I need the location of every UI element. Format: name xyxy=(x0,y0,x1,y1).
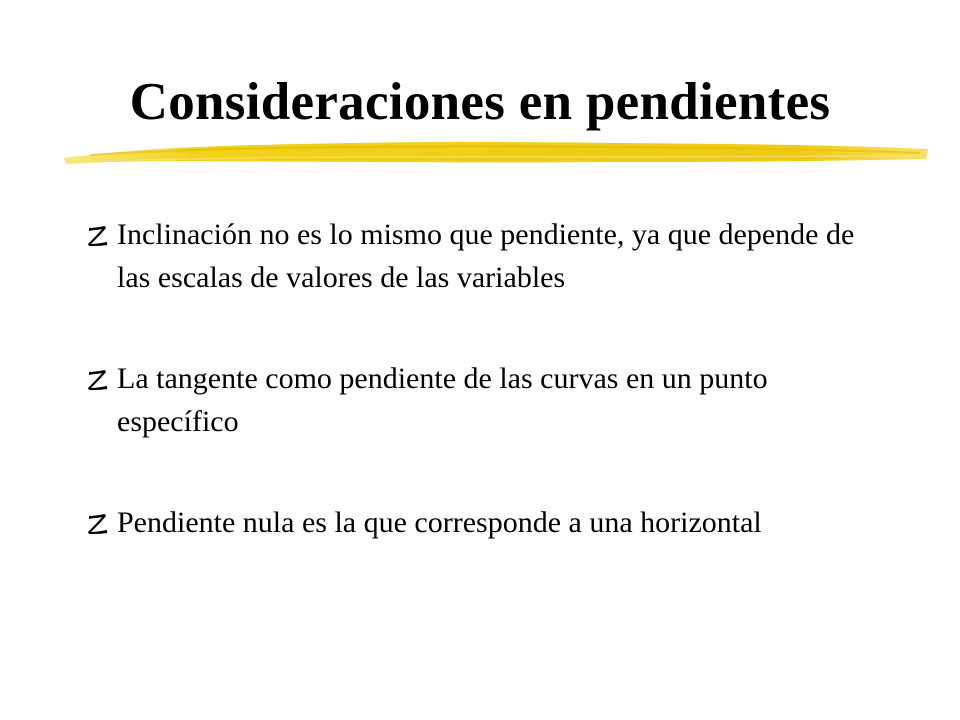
bullet-item xyxy=(86,357,886,443)
bullet-list xyxy=(86,213,886,602)
z-bullet-icon xyxy=(86,512,110,536)
highlighter-stroke xyxy=(60,128,932,174)
bullet-text: Pendiente nula es la que corresponde a una horizontal xyxy=(117,506,762,539)
bullet-item xyxy=(86,501,886,544)
bullet-text: La tangente como pendiente de las curvas en un punto específico xyxy=(117,362,768,438)
z-bullet-icon xyxy=(86,224,110,248)
bullet-item xyxy=(86,213,886,299)
slide-title: Consideraciones en pendientes xyxy=(129,73,831,131)
bullet-text: Inclinación no es lo mismo que pendiente, ya que depende de las escalas de valores de las variables xyxy=(117,218,855,294)
z-bullet-icon xyxy=(86,368,110,392)
